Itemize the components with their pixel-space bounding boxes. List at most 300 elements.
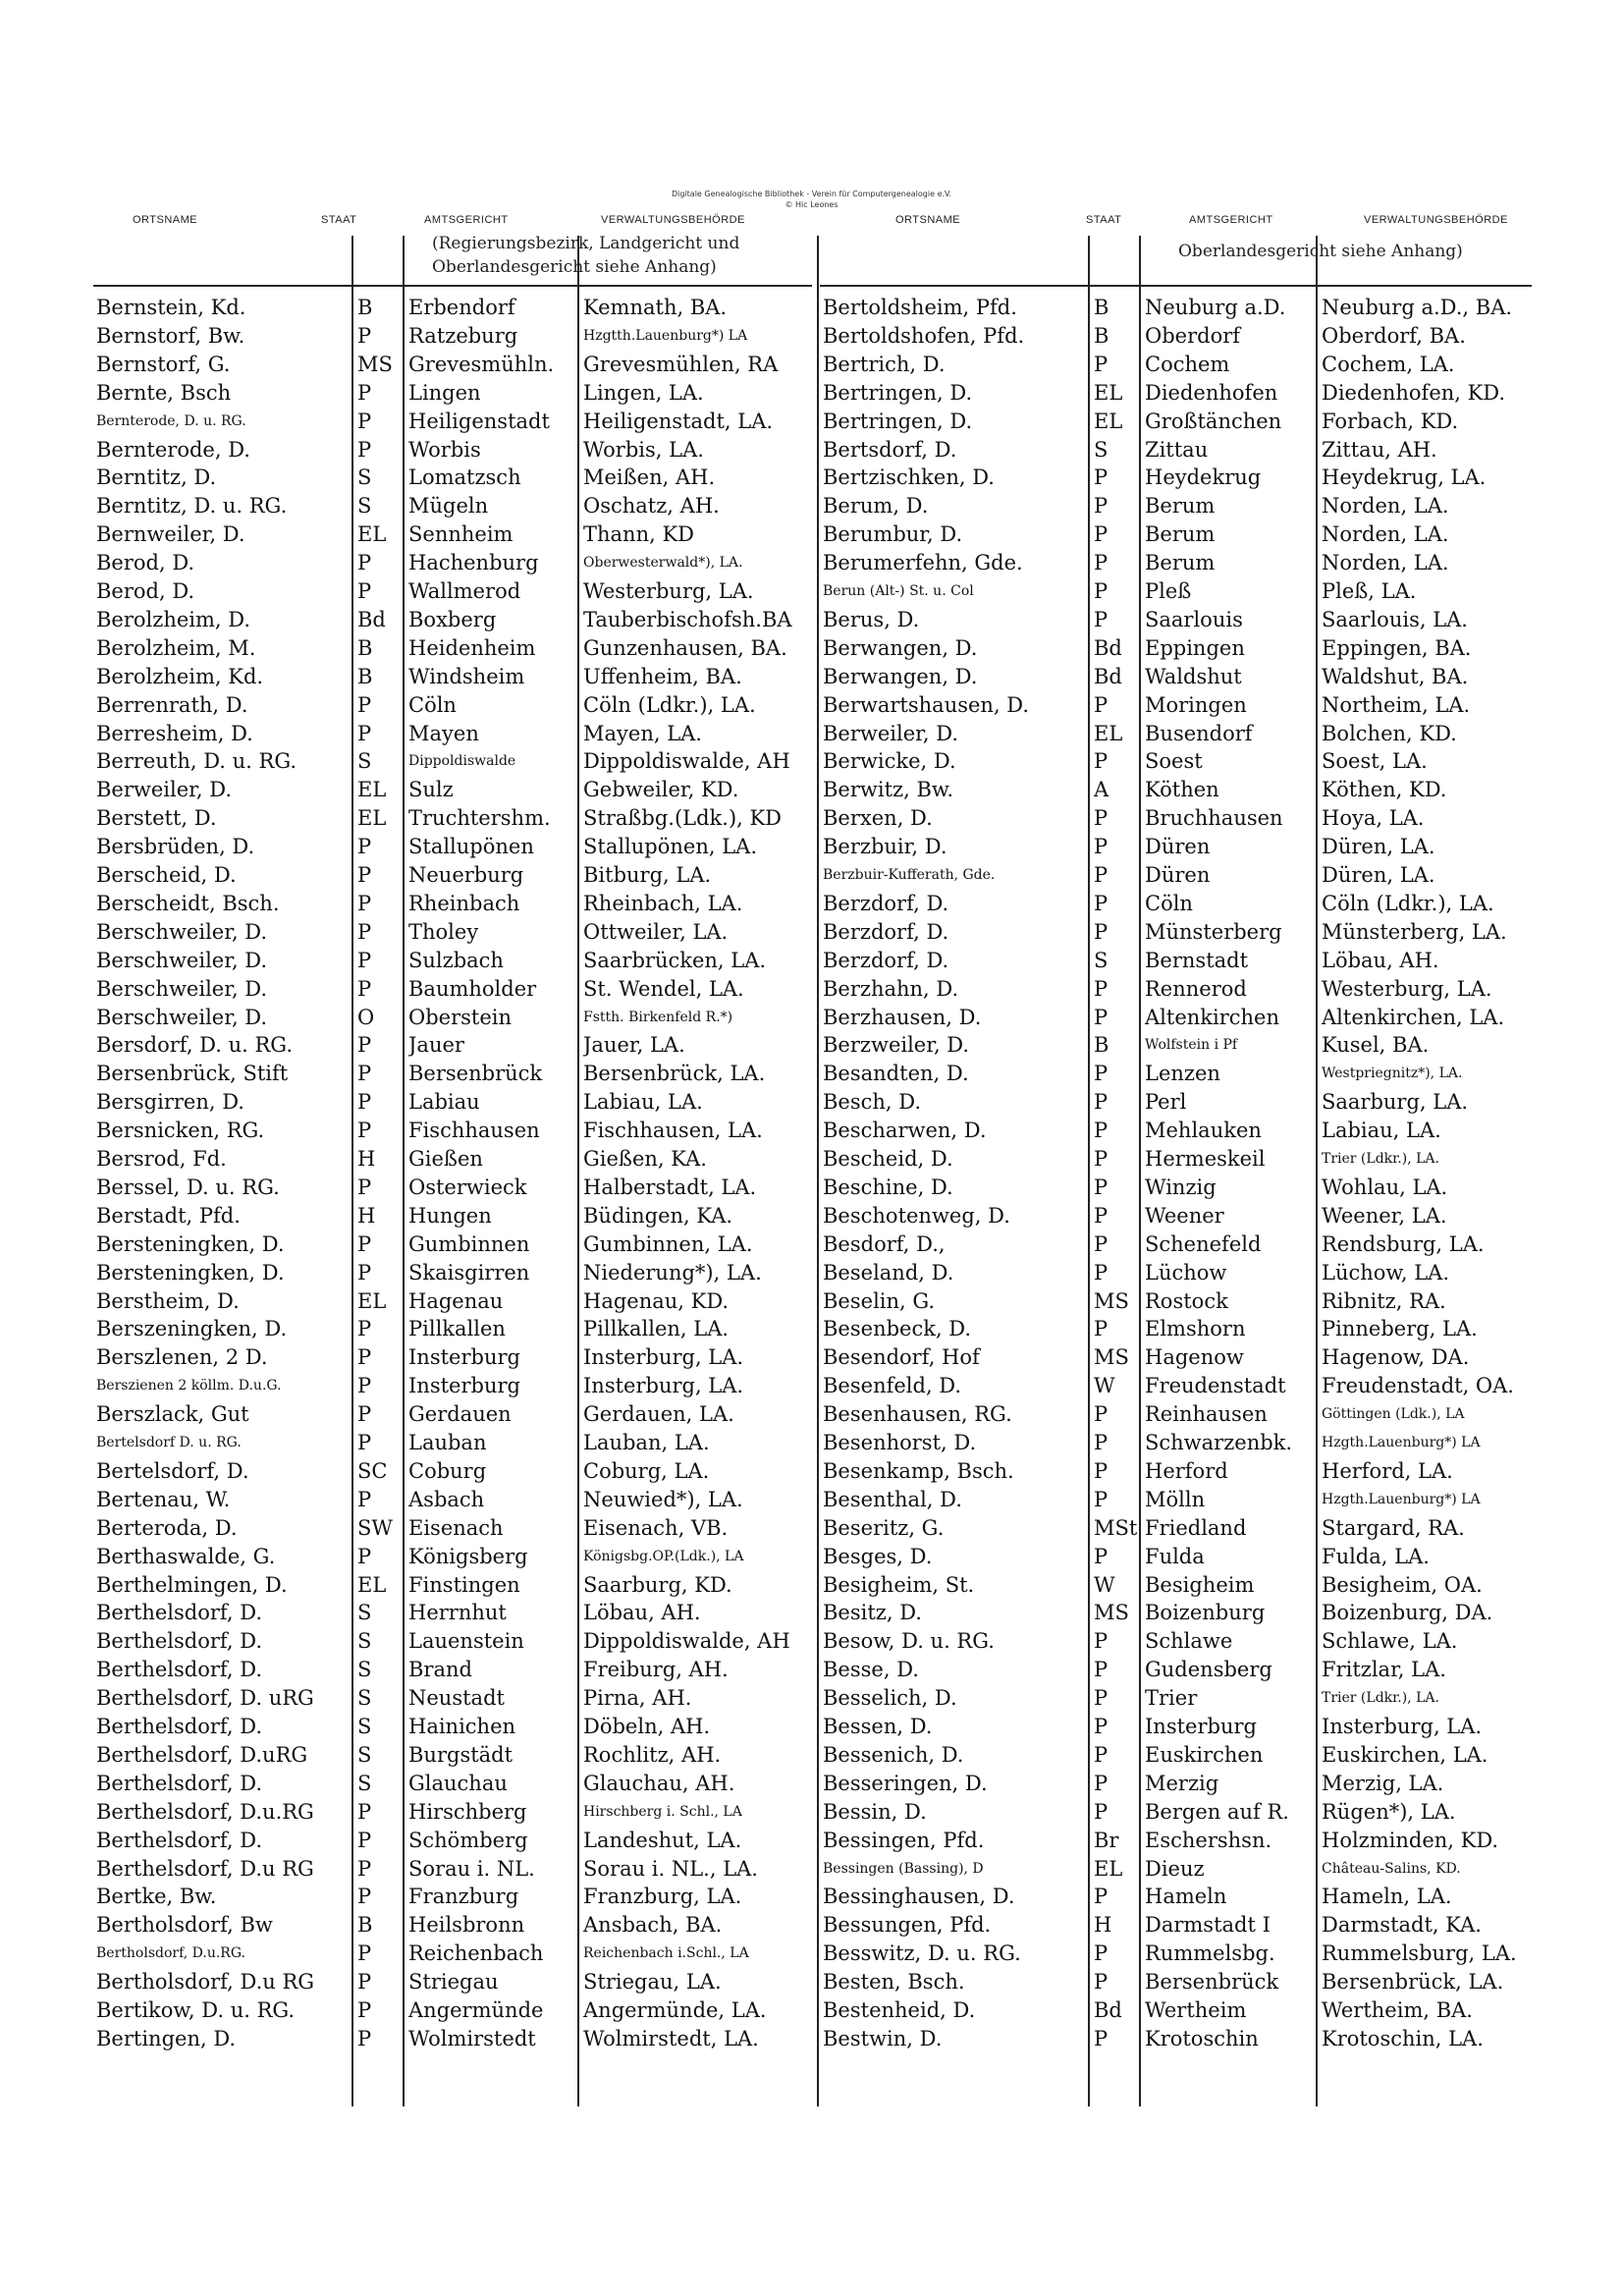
cell-ort: Beseritz, G. — [823, 1515, 945, 1540]
cell-behoerde: Boizenburg, DA. — [1322, 1601, 1493, 1625]
cell-amtsgericht: Busendorf — [1145, 721, 1253, 745]
cell-amtsgericht: Glauchau — [408, 1771, 508, 1795]
cell-ort: Bernterode, D. u. RG. — [96, 412, 246, 429]
cell-behoerde: Dippoldiswalde, AH — [583, 1629, 790, 1654]
cell-amtsgericht: Freudenstadt — [1145, 1374, 1286, 1398]
cell-amtsgericht: Herrnhut — [408, 1601, 507, 1625]
cell-behoerde: Reichenbach i.Schl., LA — [583, 1945, 749, 1962]
cell-amtsgericht: Mügeln — [408, 494, 489, 519]
subheader-right: Oberlandesgericht siehe Anhang) — [1178, 242, 1463, 261]
cell-behoerde: Sorau i. NL., LA. — [583, 1856, 758, 1881]
rule-right — [820, 285, 1532, 287]
cell-amtsgericht: Eschershsn. — [1145, 1828, 1272, 1852]
cell-ort: Bersteningken, D. — [96, 1260, 285, 1285]
cell-amtsgericht: Wolfstein i Pf — [1145, 1037, 1238, 1054]
cell-amtsgericht: Truchtershm. — [408, 806, 551, 831]
cell-ort: Berzhausen, D. — [823, 1005, 982, 1029]
cell-ort: Besenhorst, D. — [823, 1431, 977, 1454]
cell-staat: P — [1094, 352, 1109, 376]
cell-amtsgericht: Lomatzsch — [408, 465, 521, 490]
cell-amtsgericht: Gerdauen — [408, 1402, 512, 1427]
cell-staat: EL — [1094, 380, 1123, 405]
cell-ort: Besenthal, D. — [823, 1487, 962, 1511]
cell-staat: P — [357, 1431, 372, 1454]
cell-staat: P — [1094, 1885, 1109, 1909]
cell-amtsgericht: Hainichen — [408, 1715, 516, 1738]
cell-amtsgericht: Friedland — [1145, 1515, 1247, 1540]
cell-ort: Berthelsdorf, D. uRG — [96, 1686, 314, 1711]
cell-amtsgericht: Insterburg — [408, 1345, 520, 1370]
cell-ort: Besitz, D. — [823, 1601, 922, 1625]
cell-staat: P — [1094, 1629, 1109, 1654]
cell-behoerde: Uffenheim, BA. — [583, 664, 742, 688]
cell-amtsgericht: Lauenstein — [408, 1629, 524, 1654]
cell-behoerde: Forbach, KD. — [1322, 409, 1459, 433]
header-ortsname-right: ORTSNAME — [895, 214, 961, 226]
cell-amtsgericht: Hameln — [1145, 1885, 1227, 1909]
cell-amtsgericht: Bergen auf R. — [1145, 1799, 1289, 1824]
cell-staat: P — [357, 1090, 372, 1115]
cell-behoerde: Château-Salins, KD. — [1322, 1860, 1461, 1877]
cell-behoerde: Kusel, BA. — [1322, 1033, 1430, 1058]
cell-behoerde: Düren, LA. — [1322, 835, 1435, 859]
cell-behoerde: Saarburg, KD. — [583, 1572, 732, 1597]
cell-amtsgericht: Perl — [1145, 1090, 1187, 1115]
cell-amtsgericht: Labiau — [408, 1090, 480, 1115]
cell-behoerde: Münsterberg, LA. — [1322, 919, 1507, 944]
cell-ort: Bestenheid, D. — [823, 1998, 976, 2022]
cell-ort: Besenfeld, D. — [823, 1374, 962, 1398]
cell-amtsgericht: Rostock — [1145, 1288, 1228, 1313]
cell-staat: P — [1094, 1771, 1109, 1795]
cell-staat: P — [1094, 1402, 1109, 1427]
cell-behoerde: Darmstadt, KA. — [1322, 1913, 1482, 1938]
cell-amtsgericht: Gumbinnen — [408, 1231, 530, 1256]
cell-ort: Bertoldsheim, Pfd. — [823, 296, 1017, 319]
cell-amtsgericht: Altenkirchen — [1145, 1005, 1279, 1029]
cell-behoerde: Oschatz, AH. — [583, 494, 720, 519]
cell-amtsgericht: Pillkallen — [408, 1317, 506, 1341]
cell-behoerde: Insterburg, LA. — [1322, 1715, 1483, 1738]
cell-staat: P — [357, 692, 372, 717]
cell-staat: P — [1094, 494, 1109, 519]
cell-amtsgericht: Heiligenstadt — [408, 409, 550, 433]
cell-behoerde: Fischhausen, LA. — [583, 1119, 763, 1143]
cell-ort: Berthelsdorf, D. — [96, 1629, 263, 1654]
cell-ort: Bertringen, D. — [823, 409, 973, 433]
cell-behoerde: Glauchau, AH. — [583, 1771, 735, 1795]
cell-staat: P — [1094, 551, 1109, 575]
cell-ort: Besendorf, Hof — [823, 1345, 980, 1370]
cell-ort: Berszlack, Gut — [96, 1402, 249, 1427]
cell-behoerde: Krotoschin, LA. — [1322, 2026, 1484, 2050]
cell-behoerde: Herford, LA. — [1322, 1458, 1453, 1483]
cell-amtsgericht: Bersenbrück — [408, 1062, 543, 1086]
cell-behoerde: Gunzenhausen, BA. — [583, 635, 787, 660]
cell-behoerde: Jauer, LA. — [583, 1033, 685, 1058]
cell-ort: Besseringen, D. — [823, 1771, 988, 1795]
rule-left — [93, 285, 812, 287]
cell-behoerde: Neuwied*), LA. — [583, 1487, 743, 1511]
cell-behoerde: Halberstadt, LA. — [583, 1175, 757, 1199]
cell-ort: Bescharwen, D. — [823, 1119, 987, 1143]
cell-behoerde: Rügen*), LA. — [1322, 1799, 1456, 1824]
cell-behoerde: Döbeln, AH. — [583, 1715, 711, 1738]
cell-ort: Berssel, D. u. RG. — [96, 1175, 280, 1199]
cell-staat: P — [1094, 2026, 1109, 2050]
cell-behoerde: Rummelsburg, LA. — [1322, 1941, 1517, 1966]
cell-staat: EL — [357, 1572, 387, 1597]
cell-ort: Besenbeck, D. — [823, 1317, 972, 1341]
cell-ort: Berwicke, D. — [823, 749, 956, 774]
cell-behoerde: Weener, LA. — [1322, 1203, 1447, 1228]
cell-staat: P — [1094, 1231, 1109, 1256]
cell-staat: P — [1094, 749, 1109, 774]
cell-ort: Berweiler, D. — [96, 778, 233, 802]
cell-ort: Berthelmingen, D. — [96, 1572, 288, 1597]
cell-staat: S — [357, 1629, 372, 1654]
cell-behoerde: Hoya, LA. — [1322, 806, 1425, 831]
cell-amtsgericht: Boxberg — [408, 607, 497, 631]
cell-staat: P — [1094, 1544, 1109, 1568]
cell-staat: P — [357, 891, 372, 915]
cell-staat: P — [1094, 1941, 1109, 1966]
cell-staat: P — [357, 1828, 372, 1852]
cell-amtsgericht: Mölln — [1145, 1487, 1206, 1511]
cell-ort: Berzbuir, D. — [823, 835, 947, 859]
cell-ort: Berxen, D. — [823, 806, 933, 831]
cell-amtsgericht: Gudensberg — [1145, 1658, 1272, 1682]
cell-amtsgericht: Oberstein — [408, 1005, 513, 1029]
subheader-left-line-1: (Regierungsbezirk, Landgericht und — [432, 234, 740, 253]
cell-behoerde: Lüchow, LA. — [1322, 1260, 1450, 1285]
cell-ort: Berweiler, D. — [823, 721, 959, 745]
cell-ort: Berod, D. — [96, 551, 195, 575]
cell-ort: Berwitz, Bw. — [823, 778, 954, 802]
cell-ort: Bernstein, Kd. — [96, 296, 246, 319]
cell-staat: P — [1094, 1005, 1109, 1029]
cell-amtsgericht: Hachenburg — [408, 551, 539, 575]
cell-ort: Bessen, D. — [823, 1715, 933, 1738]
cell-behoerde: Holzminden, KD. — [1322, 1828, 1499, 1852]
cell-behoerde: Kemnath, BA. — [583, 296, 728, 319]
vline-right-2 — [1139, 236, 1141, 2106]
cell-ort: Besdorf, D., — [823, 1231, 946, 1256]
cell-ort: Bertholsdorf, D.u.RG. — [96, 1945, 245, 1962]
cell-staat: S — [357, 494, 372, 519]
cell-staat: H — [357, 1203, 376, 1228]
cell-ort: Berntitz, D. — [96, 465, 217, 490]
cell-behoerde: Pleß, LA. — [1322, 579, 1417, 603]
cell-staat: H — [357, 1147, 376, 1171]
cell-behoerde: Fulda, LA. — [1322, 1544, 1430, 1568]
cell-ort: Beschotenweg, D. — [823, 1203, 1010, 1228]
cell-staat: P — [1094, 1487, 1109, 1511]
cell-ort: Bertzischken, D. — [823, 465, 995, 490]
cell-ort: Berthaswalde, G. — [96, 1544, 276, 1568]
cell-behoerde: Westerburg, LA. — [583, 579, 754, 603]
cell-behoerde: Rendsburg, LA. — [1322, 1231, 1485, 1256]
cell-staat: EL — [357, 778, 387, 802]
cell-behoerde: Schlawe, LA. — [1322, 1629, 1458, 1654]
cell-amtsgericht: Oberdorf — [1145, 323, 1241, 348]
cell-staat: P — [1094, 1686, 1109, 1711]
cell-staat: P — [357, 1856, 372, 1881]
cell-behoerde: Pirna, AH. — [583, 1686, 692, 1711]
cell-staat: P — [357, 1885, 372, 1909]
cell-ort: Berszienen 2 köllm. D.u.G. — [96, 1378, 282, 1394]
cell-staat: MSt — [1094, 1515, 1137, 1540]
cell-staat: S — [357, 1686, 372, 1711]
cell-amtsgericht: Insterburg — [408, 1374, 520, 1398]
cell-staat: P — [1094, 1119, 1109, 1143]
cell-amtsgericht: Finstingen — [408, 1572, 520, 1597]
cell-staat: P — [1094, 1203, 1109, 1228]
cell-amtsgericht: Königsberg — [408, 1544, 528, 1568]
cell-ort: Bernte, Bsch — [96, 380, 232, 405]
cell-ort: Berum, D. — [823, 494, 929, 519]
cell-behoerde: Freiburg, AH. — [583, 1658, 729, 1682]
cell-ort: Bertringen, D. — [823, 380, 973, 405]
cell-staat: P — [357, 863, 372, 887]
cell-amtsgericht: Lauban — [408, 1431, 487, 1454]
cell-staat: S — [1094, 948, 1109, 972]
cell-behoerde: Eisenach, VB. — [583, 1515, 729, 1540]
cell-behoerde: Hagenow, DA. — [1322, 1345, 1470, 1370]
cell-staat: EL — [1094, 1856, 1123, 1881]
cell-ort: Bertelsdorf D. u. RG. — [96, 1435, 242, 1450]
cell-ort: Besswitz, D. u. RG. — [823, 1941, 1021, 1966]
vline-left-3 — [577, 236, 579, 2106]
cell-ort: Besselich, D. — [823, 1686, 957, 1711]
cell-amtsgericht: Herford — [1145, 1458, 1228, 1483]
cell-behoerde: Dippoldiswalde, AH — [583, 749, 790, 774]
cell-behoerde: Grevesmühlen, RA — [583, 352, 779, 376]
cell-staat: P — [357, 1941, 372, 1966]
cell-staat: S — [357, 749, 372, 774]
cell-amtsgericht: Krotoschin — [1145, 2026, 1259, 2050]
cell-ort: Besges, D. — [823, 1544, 933, 1568]
cell-ort: Bertenau, W. — [96, 1487, 231, 1511]
cell-behoerde: Ribnitz, RA. — [1322, 1288, 1446, 1313]
cell-ort: Berresheim, D. — [96, 721, 253, 745]
cell-amtsgericht: Bernstadt — [1145, 948, 1249, 972]
cell-amtsgericht: Wertheim — [1145, 1998, 1247, 2022]
cell-amtsgericht: Gießen — [408, 1147, 483, 1171]
cell-amtsgericht: Burgstädt — [408, 1742, 514, 1767]
cell-amtsgericht: Stallupönen — [408, 835, 534, 859]
cell-ort: Berschweiler, D. — [96, 976, 268, 1001]
cell-amtsgericht: Lingen — [408, 380, 481, 405]
cell-behoerde: Striegau, LA. — [583, 1970, 722, 1995]
cell-ort: Beseland, D. — [823, 1260, 954, 1285]
cell-ort: Besse, D. — [823, 1658, 919, 1682]
cell-ort: Bertoldshofen, Pfd. — [823, 323, 1025, 348]
cell-staat: P — [1094, 1431, 1109, 1454]
cell-ort: Bessenich, D. — [823, 1742, 964, 1767]
cell-staat: P — [357, 2026, 372, 2050]
cell-staat: B — [357, 296, 373, 319]
cell-behoerde: Hagenau, KD. — [583, 1288, 730, 1313]
cell-amtsgericht: Euskirchen — [1145, 1742, 1264, 1767]
cell-behoerde: St. Wendel, LA. — [583, 976, 744, 1001]
cell-amtsgericht: Baumholder — [408, 976, 537, 1001]
cell-ort: Berwangen, D. — [823, 635, 978, 660]
subheader-left-line-2: Oberlandesgericht siehe Anhang) — [432, 257, 717, 277]
cell-staat: P — [1094, 1742, 1109, 1767]
cell-behoerde: Tauberbischofsh.BA — [583, 607, 792, 631]
cell-behoerde: Fstth. Birkenfeld R.*) — [583, 1009, 733, 1025]
cell-amtsgericht: Reinhausen — [1145, 1402, 1268, 1427]
cell-amtsgericht: Erbendorf — [408, 296, 515, 319]
cell-amtsgericht: Schömberg — [408, 1828, 528, 1852]
cell-behoerde: Franzburg, LA. — [583, 1885, 742, 1909]
cell-staat: P — [1094, 1799, 1109, 1824]
cell-amtsgericht: Hermeskeil — [1145, 1147, 1266, 1171]
cell-amtsgericht: Eppingen — [1145, 635, 1245, 660]
cell-ort: Bersenbrück, Stift — [96, 1062, 289, 1086]
cell-behoerde: Besigheim, OA. — [1322, 1572, 1483, 1597]
cell-ort: Berschweiler, D. — [96, 1005, 268, 1029]
cell-staat: P — [357, 1175, 372, 1199]
cell-staat: P — [357, 1345, 372, 1370]
cell-staat: W — [1094, 1374, 1115, 1398]
cell-behoerde: Waldshut, BA. — [1322, 664, 1469, 688]
cell-behoerde: Trier (Ldkr.), LA. — [1322, 1151, 1439, 1167]
cell-staat: P — [357, 835, 372, 859]
cell-staat: O — [357, 1005, 375, 1029]
cell-ort: Berschweiler, D. — [96, 919, 268, 944]
cell-behoerde: Hirschberg i. Schl., LA — [583, 1803, 742, 1820]
cell-staat: P — [357, 1998, 372, 2022]
cell-staat: P — [1094, 1260, 1109, 1285]
cell-behoerde: Hameln, LA. — [1322, 1885, 1452, 1909]
cell-amtsgericht: Moringen — [1145, 692, 1247, 717]
vline-right-1 — [1088, 236, 1090, 2106]
cell-behoerde: Diedenhofen, KD. — [1322, 380, 1506, 405]
cell-amtsgericht: Neuerburg — [408, 863, 524, 887]
cell-staat: MS — [1094, 1288, 1129, 1313]
cell-amtsgericht: Angermünde — [408, 1998, 544, 2022]
cell-staat: P — [357, 1487, 372, 1511]
cell-behoerde: Stargard, RA. — [1322, 1515, 1465, 1540]
cell-amtsgericht: Waldshut — [1145, 664, 1242, 688]
cell-behoerde: Stallupönen, LA. — [583, 835, 758, 859]
cell-staat: W — [1094, 1572, 1115, 1597]
cell-ort: Bertsdorf, D. — [823, 437, 957, 462]
cell-ort: Berolzheim, Kd. — [96, 664, 264, 688]
cell-behoerde: Westerburg, LA. — [1322, 976, 1492, 1001]
cell-amtsgericht: Münsterberg — [1145, 919, 1282, 944]
cell-staat: B — [357, 635, 373, 660]
cell-amtsgericht: Cöln — [408, 692, 457, 717]
cell-staat: P — [1094, 1175, 1109, 1199]
cell-amtsgericht: Rummelsbg. — [1145, 1941, 1275, 1966]
cell-staat: P — [1094, 607, 1109, 631]
cell-amtsgericht: Pleß — [1145, 579, 1192, 603]
cell-ort: Bessingen, Pfd. — [823, 1828, 985, 1852]
cell-staat: S — [357, 465, 372, 490]
cell-ort: Bernstorf, Bw. — [96, 323, 245, 348]
cell-staat: P — [1094, 863, 1109, 887]
cell-ort: Beschine, D. — [823, 1175, 953, 1199]
vline-left-1 — [352, 236, 353, 2106]
cell-ort: Bernterode, D. — [96, 437, 250, 462]
cell-staat: P — [1094, 1715, 1109, 1738]
cell-behoerde: Cochem, LA. — [1322, 352, 1455, 376]
cell-ort: Berstadt, Pfd. — [96, 1203, 241, 1228]
cell-behoerde: Trier (Ldkr.), LA. — [1322, 1690, 1439, 1707]
cell-ort: Berzdorf, D. — [823, 919, 949, 944]
cell-ort: Berscheid, D. — [96, 863, 237, 887]
cell-staat: P — [357, 1231, 372, 1256]
cell-behoerde: Norden, LA. — [1322, 522, 1449, 547]
cell-staat: MS — [1094, 1601, 1129, 1625]
cell-ort: Bessungen, Pfd. — [823, 1913, 992, 1938]
cell-behoerde: Bersenbrück, LA. — [1322, 1970, 1504, 1995]
cell-behoerde: Löbau, AH. — [583, 1601, 701, 1625]
cell-staat: P — [357, 919, 372, 944]
cell-amtsgericht: Reichenbach — [408, 1941, 544, 1966]
cell-ort: Berthelsdorf, D. — [96, 1828, 263, 1852]
cell-staat: P — [357, 1119, 372, 1143]
cell-amtsgericht: Skaisgirren — [408, 1260, 530, 1285]
cell-staat: B — [1094, 323, 1109, 348]
cell-staat: P — [1094, 1658, 1109, 1682]
cell-ort: Berolzheim, D. — [96, 607, 251, 631]
cell-behoerde: Gumbinnen, LA. — [583, 1231, 753, 1256]
cell-ort: Bersgirren, D. — [96, 1090, 244, 1115]
cell-amtsgericht: Zittau — [1145, 437, 1209, 462]
cell-ort: Berthelsdorf, D. — [96, 1715, 263, 1738]
cell-staat: P — [357, 579, 372, 603]
cell-behoerde: Rheinbach, LA. — [583, 891, 743, 915]
cell-amtsgericht: Grevesmühln. — [408, 352, 555, 376]
vline-right-3 — [1316, 236, 1318, 2106]
cell-amtsgericht: Berum — [1145, 494, 1216, 519]
cell-behoerde: Gerdauen, LA. — [583, 1402, 734, 1427]
cell-ort: Berrenrath, D. — [96, 692, 248, 717]
cell-ort: Bertelsdorf, D. — [96, 1458, 249, 1483]
cell-behoerde: Rochlitz, AH. — [583, 1742, 722, 1767]
cell-behoerde: Straßbg.(Ldk.), KD — [583, 806, 783, 831]
cell-staat: P — [1094, 692, 1109, 717]
cell-behoerde: Büdingen, KA. — [583, 1203, 733, 1228]
cell-amtsgericht: Tholey — [408, 919, 479, 944]
cell-amtsgericht: Rennerod — [1145, 976, 1247, 1001]
cell-behoerde: Hzgth.Lauenburg*) LA — [1322, 1435, 1481, 1450]
cell-ort: Berstheim, D. — [96, 1288, 240, 1313]
cell-staat: P — [1094, 1147, 1109, 1171]
cell-amtsgericht: Sorau i. NL. — [408, 1856, 535, 1881]
cell-ort: Berthelsdorf, D.u RG — [96, 1856, 314, 1881]
cell-staat: B — [357, 1913, 373, 1938]
header-ortsname-left: ORTSNAME — [133, 214, 198, 226]
cell-behoerde: Heiligenstadt, LA. — [583, 409, 774, 433]
cell-behoerde: Euskirchen, LA. — [1322, 1742, 1488, 1767]
vline-center — [817, 236, 819, 2106]
cell-ort: Berthelsdorf, D. — [96, 1771, 263, 1795]
cell-ort: Besenkamp, Bsch. — [823, 1458, 1014, 1483]
cell-behoerde: Bolchen, KD. — [1322, 721, 1457, 745]
cell-amtsgericht: Coburg — [408, 1458, 487, 1483]
cell-amtsgericht: Darmstadt I — [1145, 1913, 1271, 1938]
cell-ort: Bescheid, D. — [823, 1147, 953, 1171]
header-behoerde-right: VERWALTUNGSBEHÖRDE — [1364, 214, 1508, 226]
cell-amtsgericht: Dippoldiswalde — [408, 753, 516, 770]
cell-amtsgericht: Mayen — [408, 721, 479, 745]
cell-staat: P — [1094, 1458, 1109, 1483]
